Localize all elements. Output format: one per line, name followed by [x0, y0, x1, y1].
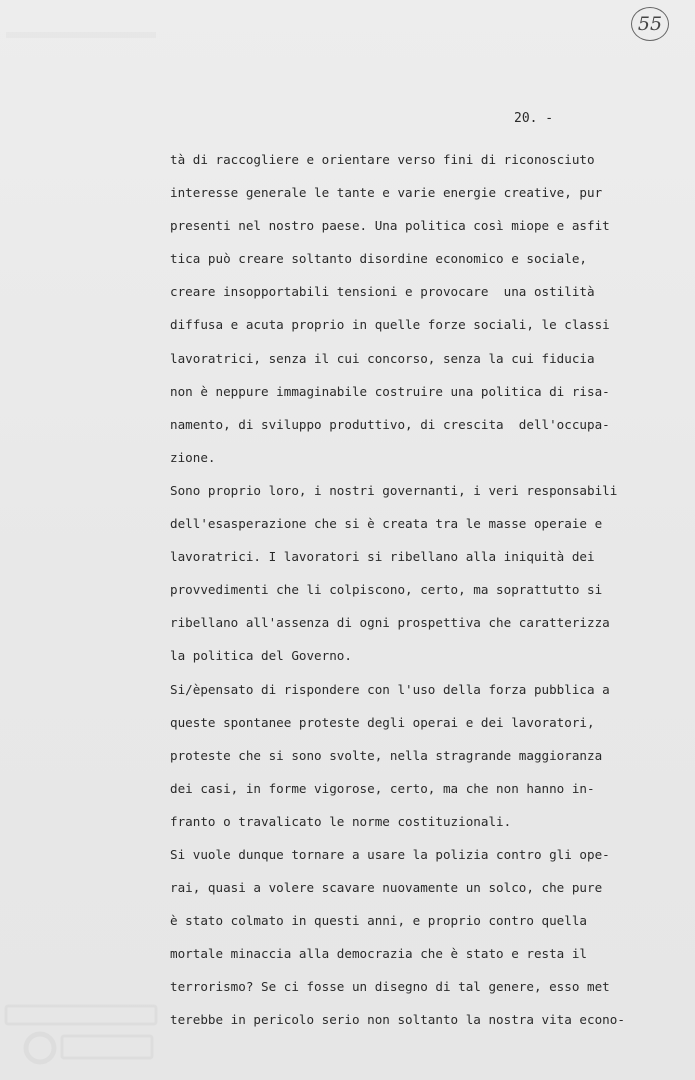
text-line: creare insopportabili tensioni e provocare una ostilità [170, 284, 595, 300]
text-line: diffusa e acuta proprio in quelle forze sociali, le classi [170, 317, 610, 333]
text-line: franto o travalicato le norme costituzionali. [170, 813, 512, 829]
text-line: provvedimenti che li colpiscono, certo, ma soprattutto si [170, 582, 603, 598]
text-line: terebbe in pericolo serio non soltanto la nostra vita econo- [170, 1012, 625, 1028]
text-line: rai, quasi a volere scavare nuovamente un solco, che pure [170, 880, 603, 896]
text-line: la politica del Governo. [170, 648, 352, 664]
text-line: interesse generale le tante e varie energie creative, pur [170, 185, 603, 201]
text-line: non è neppure immaginabile costruire una politica di risa- [170, 383, 610, 399]
page-number: 20. - [514, 111, 554, 126]
text-line: dell'esasperazione che si è creata tra le masse operaie e [170, 516, 603, 532]
archive-watermark-logo [0, 998, 170, 1068]
text-line: è stato colmato in questi anni, e proprio contro quella [170, 913, 588, 929]
faded-header-watermark [6, 24, 156, 46]
text-line: tica può creare soltanto disordine economico e sociale, [170, 251, 588, 267]
text-line: Si/èpensato di rispondere con l'uso della forza pubblica a [170, 681, 610, 697]
typewritten-body [170, 151, 660, 1045]
text-line: terrorismo? Se ci fosse un disegno di tal genere, esso met [170, 979, 610, 995]
text-line: lavoratrici. I lavoratori si ribellano alla iniquità dei [170, 549, 595, 565]
text-line: tà di raccogliere e orientare verso fini di riconosciuto [170, 152, 595, 167]
text-line: presenti nel nostro paese. Una politica così miope e asfit [170, 218, 610, 234]
text-line: proteste che si sono svolte, nella stragrande maggioranza [170, 747, 603, 763]
text-line: mortale minaccia alla democrazia che è stato e resta il [170, 946, 588, 962]
text-line: ribellano all'assenza di ogni prospettiva che caratterizza [170, 615, 610, 631]
text-line: Si vuole dunque tornare a usare la polizia contro gli ope- [170, 846, 610, 862]
text-line: dei casi, in forme vigorose, certo, ma che non hanno in- [170, 780, 595, 796]
text-line: lavoratrici, senza il cui concorso, senza la cui fiducia [170, 350, 595, 366]
text-line: namento, di sviluppo produttivo, di crescita dell'occupa- [170, 416, 610, 432]
text-line: zione. [170, 449, 216, 465]
text-line: Sono proprio loro, i nostri governanti, i veri responsabili [170, 482, 618, 498]
archive-page-stamp: 55 [631, 7, 669, 41]
text-line: queste spontanee proteste degli operai e dei lavoratori, [170, 714, 595, 730]
